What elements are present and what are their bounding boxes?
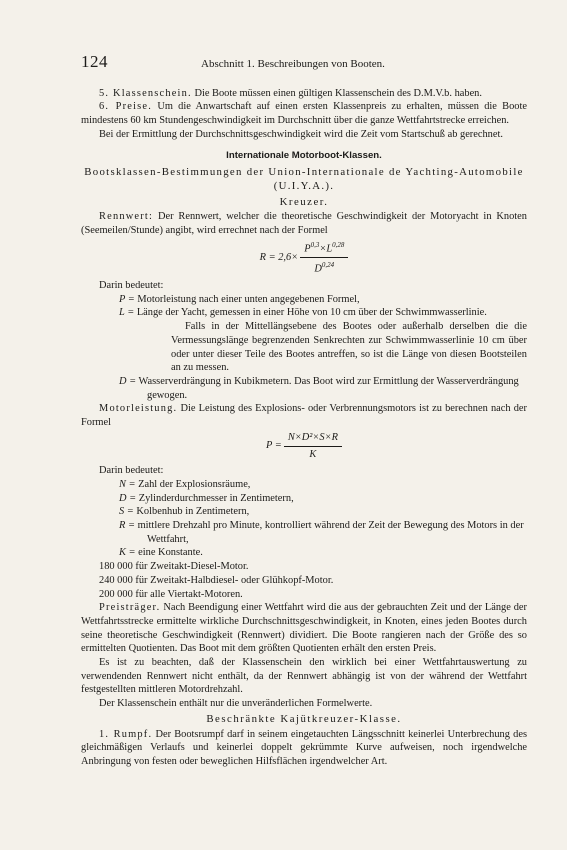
definition-symbol: D = xyxy=(119,492,137,504)
definition-symbol: D = xyxy=(119,376,137,387)
definition-item xyxy=(119,546,527,560)
text-motorleistung: Die Leistung des Explosions- oder Verbrennungsmotors ist zu berechnen nach der Formel xyxy=(81,403,527,429)
definition-text: Zahl der Explosionsräume, xyxy=(138,478,251,490)
definition-item xyxy=(119,293,527,307)
paragraph-preise xyxy=(81,100,527,127)
section-title: Internationale Motorboot-Klassen. xyxy=(226,149,382,161)
paragraph-ermittlung: Bei der Ermittlung der Durchschnittsgeschwindigkeit wird die Zeit vom Startschuß ab gerechnet. xyxy=(99,128,503,140)
text-rennwert: Der Rennwert, welcher die theoretische Geschwindigkeit der Motoryacht in Knoten (Seemeilen/Stunde) angibt, wird errechnet nach der Formel xyxy=(81,211,527,237)
definition-item xyxy=(119,478,527,492)
page-header xyxy=(81,52,527,72)
definition-text: mittlere Drehzahl pro Minute, kontrolliert während der Zeit der Bewegung des Motors in der Wettfahrt, xyxy=(137,520,524,545)
text-preise: Um die Anwartschaft auf einen ersten Klassenpreis zu erhalten, müssen die Boote mindestens 60 km Stundengeschwindigkeit im Durchschnitt über die ganze Wettfahrtstrecke erreichen. xyxy=(81,101,527,127)
definition-symbol: K = xyxy=(119,547,136,559)
definition-text: Länge der Yacht, gemessen in einer Höhe von 10 cm über der Schwimmwasserlinie. xyxy=(136,307,487,319)
rennwert-definitions xyxy=(119,293,527,320)
rennwert-definition-d xyxy=(119,375,527,402)
label-preistraeger: Preisträger. xyxy=(99,602,161,614)
label-motorleistung: Motorleistung. xyxy=(99,403,178,415)
formula-motorleistung-fraction xyxy=(284,431,342,461)
constant-item: 200 000 für alle Viertakt-Motoren. xyxy=(99,588,243,600)
definition-item xyxy=(119,505,527,519)
text-preistraeger: Nach Beendigung einer Wettfahrt wird die aus der gebrauchten Zeit und der Länge der Wettfahrtsstrecke ermittelte wirkliche Durchschnittsgeschwindigkeit, in Knoten, eines jeden Bootes durch seine theoretische Geschwindigkeit (Rennwert) dividiert. Die Boote rangieren nach der Größe des so ermittelten Quotienten. Das Boot mit dem größten Quotienten erhält den ersten Preis. xyxy=(81,602,527,655)
formula-rennwert-lhs: R = 2,6× xyxy=(259,251,299,263)
label-preise: 6. Preise. xyxy=(99,101,153,113)
section-subtitle: Bootsklassen-Bestimmungen der Union-Internationale de Yachting-Automobile (U.I.Y.A.). xyxy=(84,166,524,192)
definition-item xyxy=(119,519,527,546)
constant-item: 180 000 für Zweitakt-Diesel-Motor. xyxy=(99,561,249,573)
paragraph-klassenschein xyxy=(81,87,527,101)
definition-item xyxy=(119,375,527,402)
text-klassenschein: Die Boote müssen einen gültigen Klassenschein des D.M.V.b. haben. xyxy=(194,87,482,99)
definition-symbol: P = xyxy=(119,293,135,305)
note-vermessungslaenge: Falls in der Mittellängsebene des Bootes oder außerhalb derselben die die Vermessungslänge begrenzenden Senkrechten zur Schwimmwasserlinie 10 cm über oder unter dieser Teile des Bootes antreffen, so ist die Länge von diesen Bootsteilen an zu messen. xyxy=(171,321,527,374)
paragraph-motorleistung xyxy=(81,402,527,429)
label-rennwert: Rennwert: xyxy=(99,211,154,223)
definition-item xyxy=(119,306,527,320)
kreuzer-title: Kreuzer. xyxy=(279,195,329,208)
formula-rennwert-denominator: D$^{0,24}$ xyxy=(314,260,335,275)
formula-motorleistung xyxy=(81,431,527,461)
definition-text: Motorleistung nach einer unten angegebenen Formel, xyxy=(137,293,360,305)
paragraph-beachten: Es ist zu beachten, daß der Klassenschein den wirklich bei einer Wettfahrtauswertung zu verwendenden Rennwert nicht enthält, da der Rennwert abhängig ist von der während der Wettfahrt festgestellten mittleren Motordrehzahl. xyxy=(81,657,527,696)
definition-text: Wasserverdrängung in Kubikmetern. Das Boot wird zur Ermittlung der Wasserverdrängung gewogen. xyxy=(138,376,519,401)
page-number: 124 xyxy=(81,52,108,71)
definition-symbol: L = xyxy=(119,307,135,319)
definition-text: Zylinderdurchmesser in Zentimetern, xyxy=(138,492,294,504)
formula-motorleistung-denominator: K xyxy=(309,448,317,460)
definition-text: eine Konstante. xyxy=(138,547,203,559)
definition-symbol: N = xyxy=(119,478,136,490)
text-rumpf: Der Bootsrumpf darf in seinem eingetauchten Längsschnitt keinerlei Unterbrechung des gleichmäßigen Verlaufs und keinerlei doppelt gekrümmte Kurve aufweisen, noch irgendwelche Anbringung von festen oder beweglichen Hilfsflächen irgendwelcher Art. xyxy=(81,728,527,767)
running-title: Abschnitt 1. Beschreibungen von Booten. xyxy=(201,58,385,70)
formula-motorleistung-numerator: N×D²×S×R xyxy=(284,431,342,447)
motorleistung-definitions xyxy=(119,478,527,560)
paragraph-preistraeger xyxy=(81,601,527,656)
kajuetkreuzer-title: Beschränkte Kajütkreuzer-Klasse. xyxy=(206,712,402,725)
paragraph-rennwert xyxy=(81,210,527,237)
paragraph-klassenschein-formelwerte: Der Klassenschein enthält nur die unveränderlichen Formelwerte. xyxy=(99,698,373,710)
label-klassenschein: 5. Klassenschein. xyxy=(99,87,192,99)
page-content xyxy=(81,52,527,769)
definition-item xyxy=(119,492,527,506)
darin-bedeutet-1: Darin bedeutet: xyxy=(99,280,164,292)
constant-item: 240 000 für Zweitakt-Halbdiesel- oder Glühkopf-Motor. xyxy=(99,574,334,586)
label-rumpf: 1. Rumpf. xyxy=(99,728,153,740)
formula-rennwert-numerator: $P^{0,3}\times L^{0,28}$ xyxy=(300,239,348,258)
formula-rennwert-fraction xyxy=(300,239,348,276)
darin-bedeutet-2: Darin bedeutet: xyxy=(99,465,164,477)
definition-symbol: S = xyxy=(119,506,134,518)
constants-list xyxy=(99,560,527,601)
paragraph-rumpf xyxy=(81,728,527,769)
formula-rennwert xyxy=(81,239,527,276)
definition-symbol: R = xyxy=(119,520,135,532)
definition-text: Kolbenhub in Zentimetern, xyxy=(136,506,250,518)
formula-motorleistung-lhs: P = xyxy=(266,440,282,452)
